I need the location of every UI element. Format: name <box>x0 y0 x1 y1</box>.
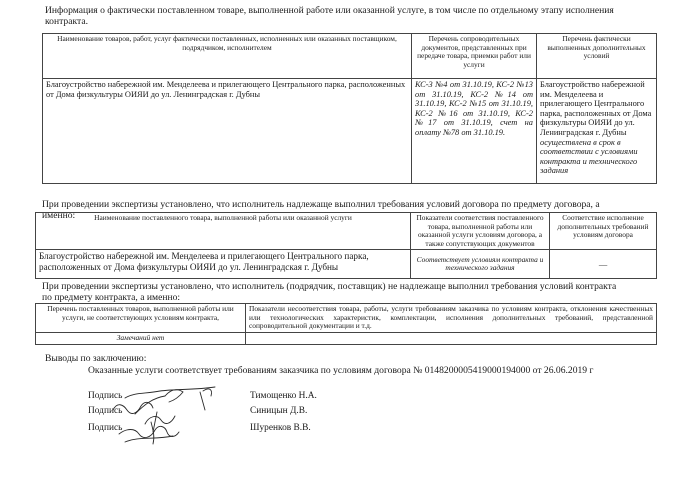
table-row <box>43 79 657 184</box>
table-noncompliance <box>35 303 657 345</box>
signature-label-1: Подпись <box>88 391 123 401</box>
table2-header-name: Наименование поставленного товара, выполненной работы или оказанной услуги <box>36 213 411 250</box>
signatory-name-2: Синицын Д.В. <box>250 406 308 416</box>
para3-line-2: по предмету контракта, а именно: <box>42 292 181 303</box>
table-compliance <box>35 212 657 279</box>
table1-cell-docs: КС-3 №4 от 31.10.19, КС-2 №13 от 31.10.19, КС-2 №14 от 31.10.19, КС-2 №15 от 31.10.19, КС-2 №16 от 31.10.19, КС-2 №17 от 31.10.19, счет на оплату №78 от 31.10.19. <box>412 79 537 184</box>
handwritten-signatures <box>105 384 245 454</box>
table3-header-indicators: Показатели несоответствия товара, работы, услуги требованиям заказчика по условиям контракта, отклонения качественных или технологических характеристик, комплектации, исполнения дополнительных требований, представленной сопроводительной документации и т.д. <box>246 304 657 333</box>
para3-line-1: При проведении экспертизы установлено, что исполнитель (подрядчик, поставщик) не надлежаще выполнил требования условий контракта <box>42 281 617 292</box>
table3-header-list: Перечень поставленных товаров, выполненной работы или услуги, не соответствующих условиям контракта, <box>36 304 246 333</box>
table1-cell-name: Благоустройство набережной им. Менделеева и прилегающего Центрального парка, расположенных от Дома физкультуры ОИЯИ до ул. Ленинградская г. Дубны <box>43 79 412 184</box>
table2-cell-compliance: — <box>550 250 657 279</box>
table3-cell-empty <box>246 333 657 345</box>
signatory-name-3: Шуренков В.В. <box>250 423 311 433</box>
paragraph-improper-performance <box>42 281 667 303</box>
table2-header-compliance: Соответствие исполнение дополнительных требований условиям договора <box>550 213 657 250</box>
table-row <box>36 250 657 279</box>
table2-header-indicators: Показатели соответствия поставленного товара, выполненной работы или оказанной услуги условиям договора, а также сопутствующих документов <box>411 213 550 250</box>
table2-cell-name: Благоустройство набережной им. Менделеева и прилегающего Центрального парка, расположенных от Дома физкультуры ОИЯИ до ул. Ленинградская г. Дубны <box>36 250 411 279</box>
intro-line-1: Информация о фактически поставленном товаре, выполненной работе или оказанной услуге, в том числе по отдельному этапу исполнения <box>45 5 614 16</box>
conclusion-label: Выводы по заключению: <box>45 353 147 364</box>
conclusion-text: Оказанные услуги соответствует требованиям заказчика по условиям договора № 0148200005419000194000 от 26.06.2019 г <box>88 365 594 376</box>
signature-label-3: Подпись <box>88 423 123 433</box>
para2-line-2: именно: <box>42 210 76 221</box>
signature-label-2: Подпись <box>88 406 123 416</box>
table1-header-name: Наименование товаров, работ, услуг фактически поставленных, исполненных или оказанных поставщиком, подрядчиком, исполнителем <box>43 34 412 79</box>
table1-header-docs: Перечень сопроводительных документов, представленных при передаче товара, приемки работ или услуги <box>412 34 537 79</box>
intro-paragraph <box>45 5 665 27</box>
table1-conditions-italic: осуществлена в срок в соответствии с условиями контракта и технического задания <box>540 137 638 176</box>
intro-line-2: контракта. <box>45 16 88 27</box>
table1-header-conditions: Перечень фактически выполненных дополнительных условий <box>537 34 657 79</box>
table-delivered-goods <box>42 33 657 184</box>
signatory-name-1: Тимощенко Н.А. <box>250 391 317 401</box>
table3-cell-value: Замечаний нет <box>36 333 246 345</box>
table2-cell-indicators: Соответствует условиям контракта и технического задания <box>411 250 550 279</box>
para2-line-1: При проведении экспертизы установлено, что исполнитель надлежаще выполнил требования условий договора по предмету договора, а <box>42 199 600 210</box>
table1-conditions-text: Благоустройство набережной им. Менделеева и прилегающего Центрального парка, расположенных от Дома физкультуры ОИЯИ до ул. Ленинградская г. Дубны <box>540 80 652 137</box>
table1-cell-conditions <box>537 79 657 184</box>
table-row <box>36 333 657 345</box>
